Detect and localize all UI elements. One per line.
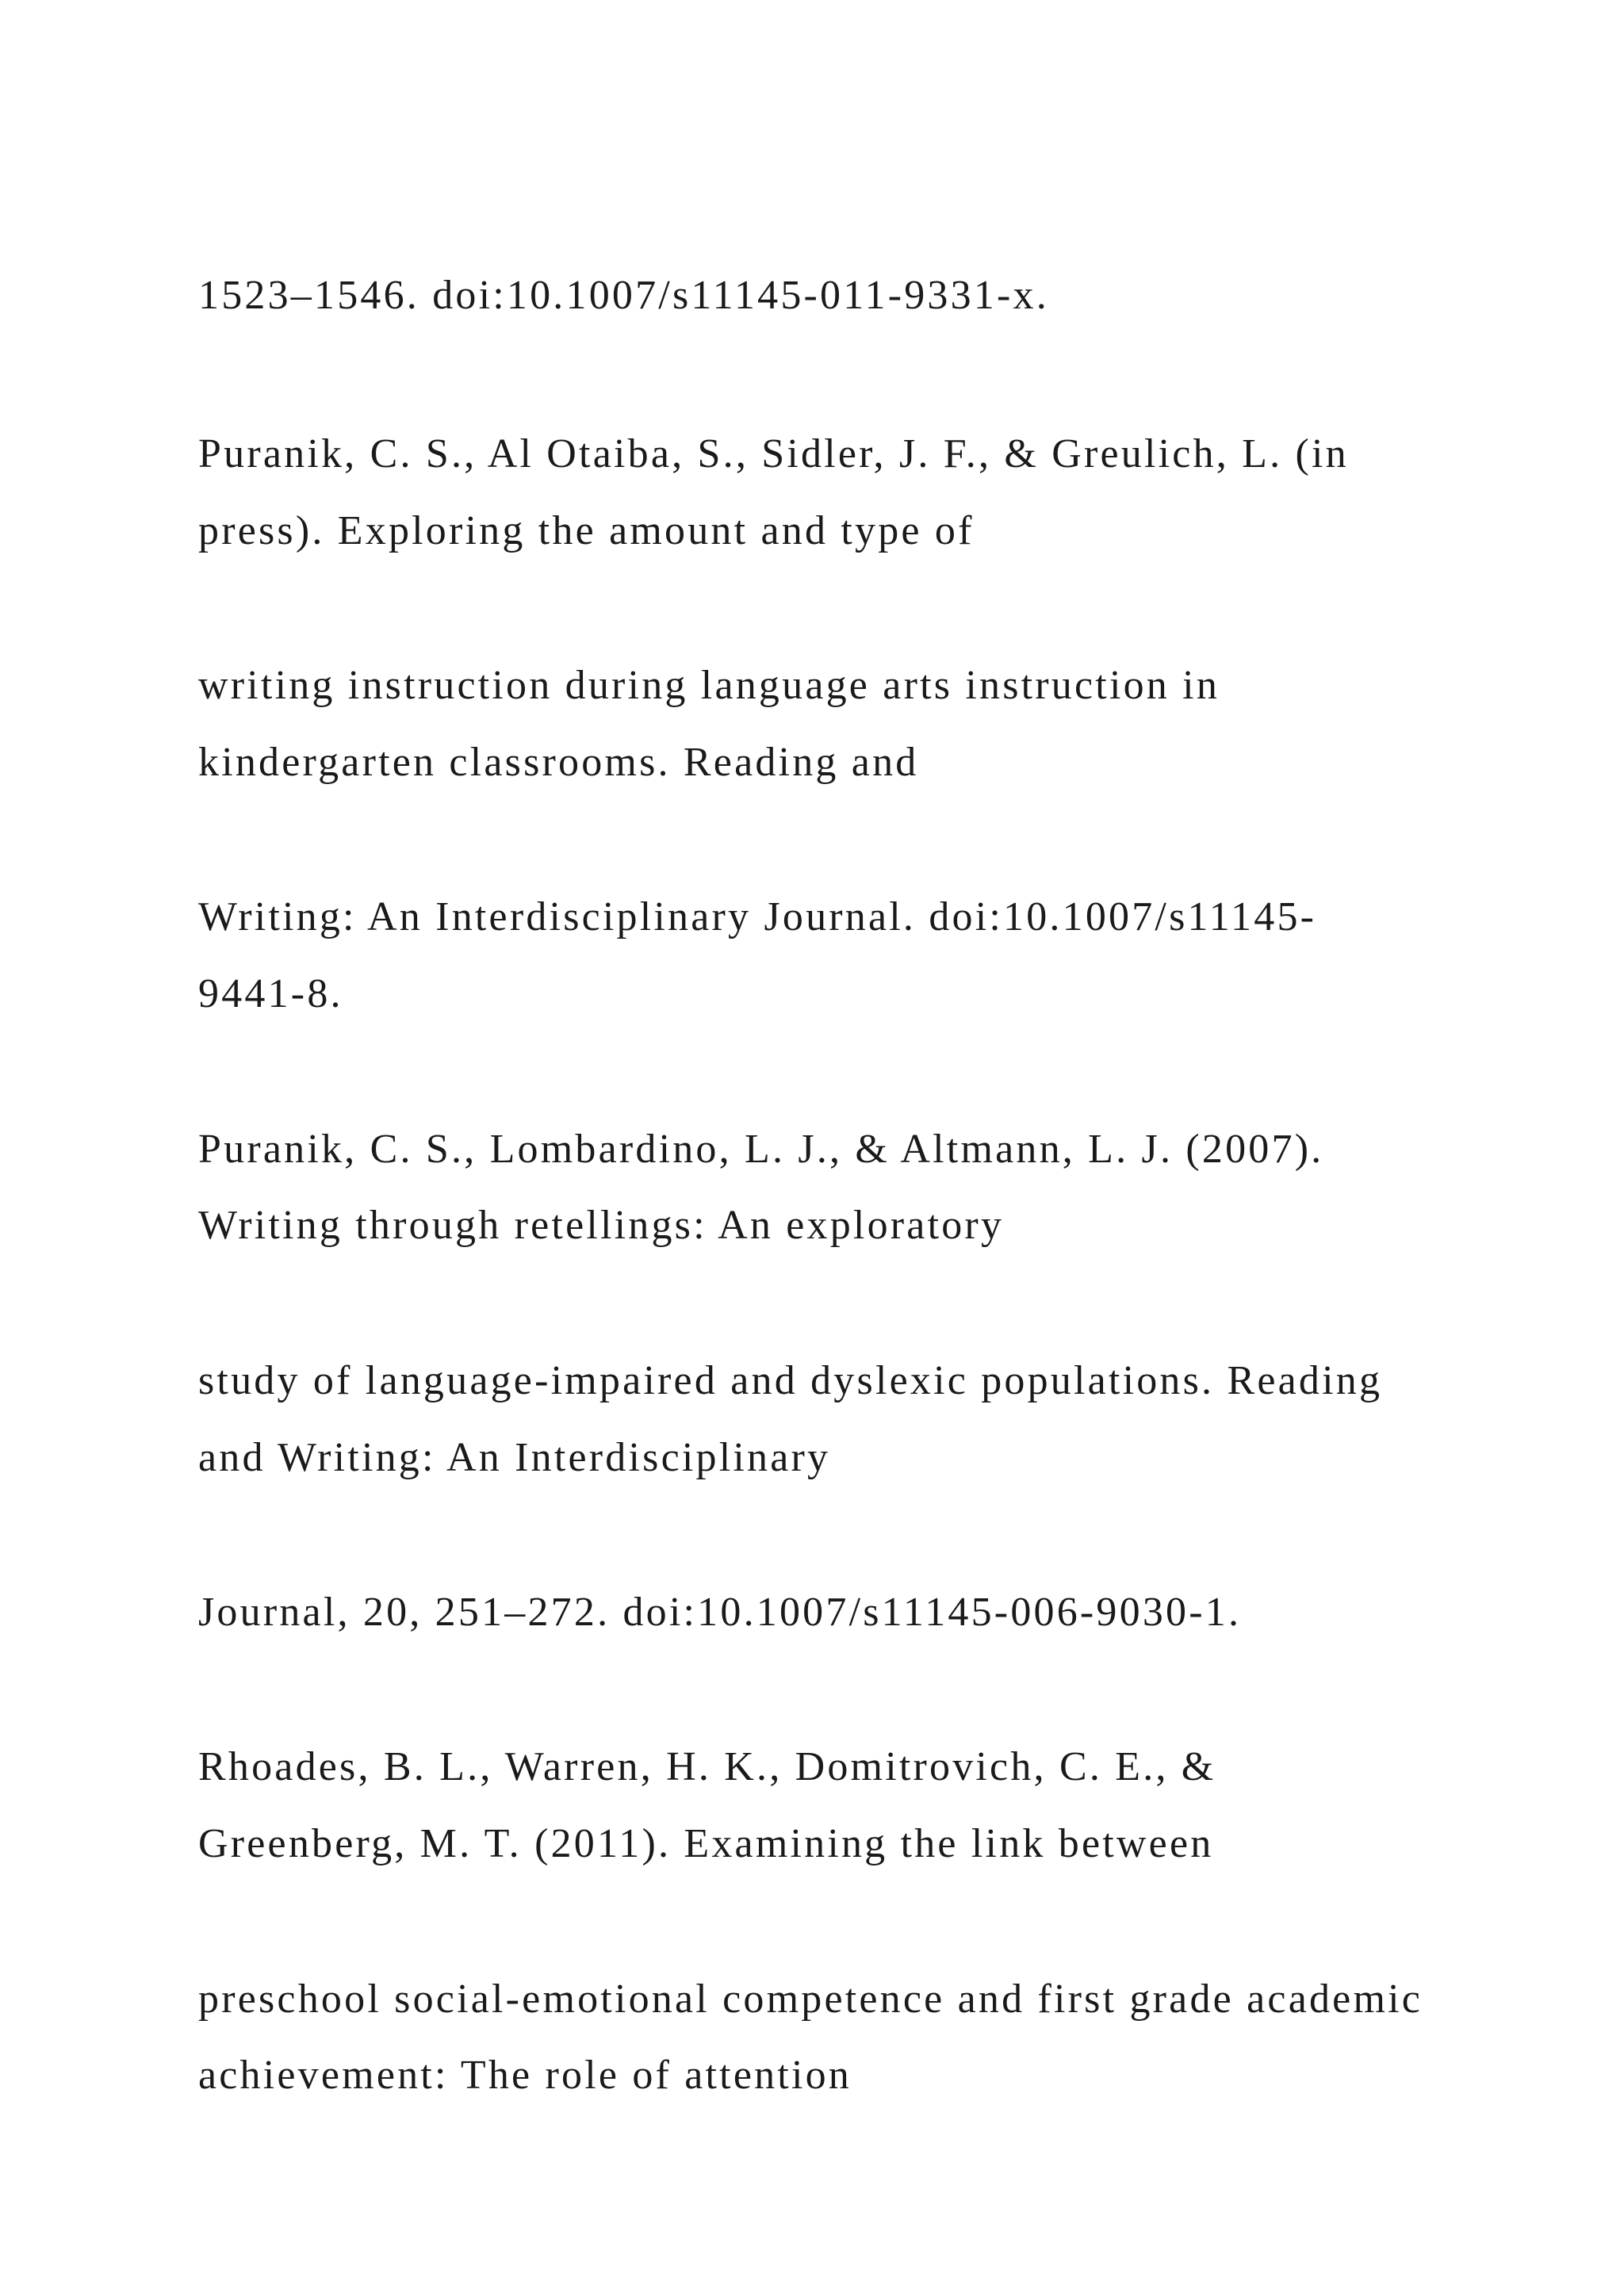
text-line: writing instruction during language arts instruction in <box>198 663 1220 708</box>
text-line: Writing: An Interdisciplinary Journal. doi:10.1007/s11145- <box>198 894 1317 939</box>
text-line: Greenberg, M. T. (2011). Examining the link between <box>198 1821 1214 1866</box>
text-line: Writing through retellings: An exploratory <box>198 1203 1005 1248</box>
text-line: achievement: The role of attention <box>198 2053 852 2098</box>
text-line: 1523–1546. doi:10.1007/s11145-011-9331-x. <box>198 273 1049 318</box>
text-line: Puranik, C. S., Al Otaiba, S., Sidler, J. F., & Greulich, L. (in <box>198 431 1349 476</box>
text-line: study of language-impaired and dyslexic populations. Reading <box>198 1358 1383 1403</box>
text-line: press). Exploring the amount and type of <box>198 508 975 553</box>
text-line: Puranik, C. S., Lombardino, L. J., & Altmann, L. J. (2007). <box>198 1127 1324 1172</box>
text-line: 9441-8. <box>198 971 343 1016</box>
text-line: kindergarten classrooms. Reading and <box>198 740 919 785</box>
text-line: preschool social-emotional competence and first grade academic <box>198 1976 1423 2022</box>
text-line: Rhoades, B. L., Warren, H. K., Domitrovich, C. E., & <box>198 1744 1216 1789</box>
text-line: and Writing: An Interdisciplinary <box>198 1435 831 1480</box>
text-line: Journal, 20, 251–272. doi:10.1007/s11145-006-9030-1. <box>198 1590 1242 1635</box>
